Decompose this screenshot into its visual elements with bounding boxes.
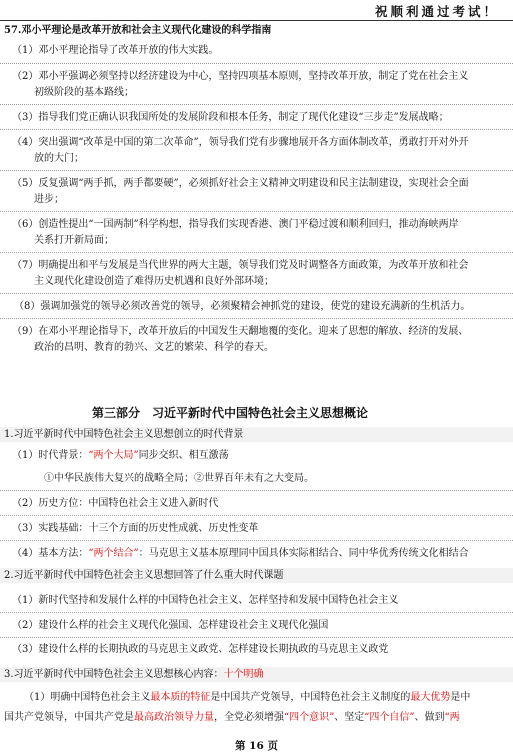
para-text: 国共产党领导，中国共产党是 xyxy=(4,712,134,723)
item-number: （1） xyxy=(12,450,39,461)
s3-title xyxy=(4,668,264,681)
key-term: 最本质的特征 xyxy=(150,692,211,703)
divider xyxy=(0,612,513,613)
item-number: （9） xyxy=(12,326,39,337)
item-text: 邓小平理论指导了改革开放的伟大实践。 xyxy=(38,45,219,56)
item-number: （7） xyxy=(12,260,39,271)
item-text: 指导我们党正确认识我国所处的发展阶段和根本任务，制定了现代化建设“三步走”发展战略； xyxy=(38,112,449,123)
para-text: 、坚定 xyxy=(334,712,365,723)
item-text: 建设什么样的社会主义现代化强国、怎样建设社会主义现代化强国 xyxy=(38,620,329,631)
s2-item-1 xyxy=(12,594,398,607)
divider xyxy=(0,318,513,319)
item-number: （8） xyxy=(14,301,41,312)
item-text: 同步交织、相互激荡 xyxy=(138,450,229,461)
divider xyxy=(0,211,513,212)
q57-item-6 xyxy=(12,218,459,231)
item-number: （2） xyxy=(12,498,39,509)
q57-item-4-cont: 放的大门； xyxy=(34,153,84,164)
divider xyxy=(0,490,513,491)
item-text: 建设什么样的长期执政的马克思主义政党、怎样建设长期执政的马克思主义政党 xyxy=(38,644,389,655)
item-number: （4） xyxy=(12,548,39,559)
item-number: （1） xyxy=(24,692,51,703)
key-term: “两个结合” xyxy=(88,548,139,559)
q57-item-5-cont: 进步； xyxy=(34,194,64,205)
s3-title-text: 3.习近平新时代中国特色社会主义思想核心内容： xyxy=(4,669,224,680)
key-term: “两 xyxy=(444,712,460,723)
q57-item-7-cont: 主义现代化建设创造了难得历史机遇和良好外部环境； xyxy=(34,276,274,287)
q57-item-2 xyxy=(12,70,468,83)
section-title: 第三部分 习近平新时代中国特色社会主义思想概论 xyxy=(92,406,369,420)
item-number: （6） xyxy=(12,219,39,230)
item-number: （2） xyxy=(12,71,39,82)
item-text: 在邓小平理论指导下，改革开放后的中国发生天翻地覆的变化。迎来了思想的解放、经济的发展、 xyxy=(38,326,469,337)
s1-item-2 xyxy=(12,497,218,510)
page-footer xyxy=(0,738,513,753)
divider xyxy=(0,293,513,294)
item-number: （4） xyxy=(12,137,39,148)
divider xyxy=(0,63,513,64)
key-term: 十个明确 xyxy=(223,669,264,680)
q57-item-6-cont: 关系打开新局面； xyxy=(34,235,114,246)
divider xyxy=(0,170,513,171)
s1-item-4 xyxy=(12,547,469,560)
q57-item-7 xyxy=(12,259,468,272)
divider xyxy=(0,515,513,516)
item-text: 邓小平强调必须坚持以经济建设为中心，坚持四项基本原则，坚持改革开放，制定了党在社会主义 xyxy=(38,71,469,82)
s1-sub-list: ①中华民族伟大复兴的战略全局；②世界百年未有之大变局。 xyxy=(44,473,314,484)
s2-title: 2.习近平新时代中国特色社会主义思想回答了什么重大时代课题 xyxy=(4,570,284,581)
divider xyxy=(0,252,513,253)
key-term: “四个意识” xyxy=(284,712,335,723)
header-motto: 祝顺利通过考试！ xyxy=(374,4,499,19)
item-text: 强调加强党的领导必须改善党的领导，必须聚精会神抓党的建设，使党的建设充满新的生机活力。 xyxy=(40,301,471,312)
para-text: ，全党必须增强 xyxy=(214,712,284,723)
q57-title: 57.邓小平理论是改革开放和社会主义现代化建设的科学指南 xyxy=(4,25,272,36)
key-term: 最高政治领导力量 xyxy=(134,712,214,723)
key-term: “四个自信” xyxy=(364,712,415,723)
s2-item-3 xyxy=(12,643,388,656)
q57-item-1 xyxy=(12,44,218,57)
key-term: 最大优势 xyxy=(410,692,451,703)
item-number: （2） xyxy=(12,620,39,631)
item-text: 历史方位：中国特色社会主义进入新时代 xyxy=(38,498,219,509)
item-number: （1） xyxy=(12,45,39,56)
divider xyxy=(0,129,513,130)
item-label: 基本方法： xyxy=(38,548,89,559)
item-text: ：马克思主义基本原理同中国具体实际相结合、同中华优秀传统文化相结合 xyxy=(138,548,469,559)
para-text: 是中 xyxy=(450,692,471,703)
item-number: （5） xyxy=(12,178,39,189)
s2-item-2 xyxy=(12,619,328,632)
q57-item-9-cont: 政治的昌明、教育的勃兴、文艺的繁荣、科学的春天。 xyxy=(34,342,274,353)
q57-item-2-cont: 初级阶段的基本路线； xyxy=(34,87,134,98)
item-text: 新时代坚持和发展什么样的中国特色社会主义、怎样坚持和发展中国特色社会主义 xyxy=(38,595,399,606)
item-text: 创造性提出“一国两制”科学构想，指导我们实现香港、澳门平稳过渡和顺利回归，推动海峡两岸 xyxy=(38,219,459,230)
page-header xyxy=(0,0,513,21)
s1-item-3 xyxy=(12,522,258,535)
divider xyxy=(0,540,513,541)
page-number: 第 16 页 xyxy=(235,740,278,752)
item-label: 时代背景： xyxy=(38,450,89,461)
item-text: 反复强调“两手抓，两手都要硬”，必须抓好社会主义精神文明建设和民主法制建设，实现社会全面 xyxy=(38,178,469,189)
item-number: （3） xyxy=(12,644,39,655)
s1-item-1 xyxy=(12,449,229,462)
s3-para-line-1 xyxy=(24,691,470,704)
para-text: 是中国共产党领导，中国特色社会主义制度的 xyxy=(210,692,411,703)
q57-item-5 xyxy=(12,177,469,190)
item-text: 实践基础：十三个方面的历史性成就、历史性变革 xyxy=(38,523,259,534)
q57-item-4 xyxy=(12,136,469,149)
para-text: 明确中国特色社会主义 xyxy=(50,692,151,703)
q57-item-3 xyxy=(12,111,449,124)
s1-title: 1.习近平新时代中国特色社会主义思想创立的时代背景 xyxy=(4,429,244,440)
key-term: “两个大局” xyxy=(88,450,139,461)
item-number: （1） xyxy=(12,595,39,606)
item-text: 明确提出和平与发展是当代世界的两大主题，领导我们党及时调整各方面政策，为改革开放和社会 xyxy=(38,260,469,271)
divider xyxy=(0,637,513,638)
item-number: （3） xyxy=(12,523,39,534)
q57-item-9 xyxy=(12,325,468,338)
para-text: 、做到 xyxy=(414,712,445,723)
q57-item-8 xyxy=(14,300,470,313)
s3-para-line-2 xyxy=(4,711,460,724)
item-text: 突出强调“改革是中国的第二次革命”，领导我们党有步骤地展开各方面体制改革，勇敢打开对外开 xyxy=(38,137,469,148)
item-number: （3） xyxy=(12,112,39,123)
divider xyxy=(0,104,513,105)
